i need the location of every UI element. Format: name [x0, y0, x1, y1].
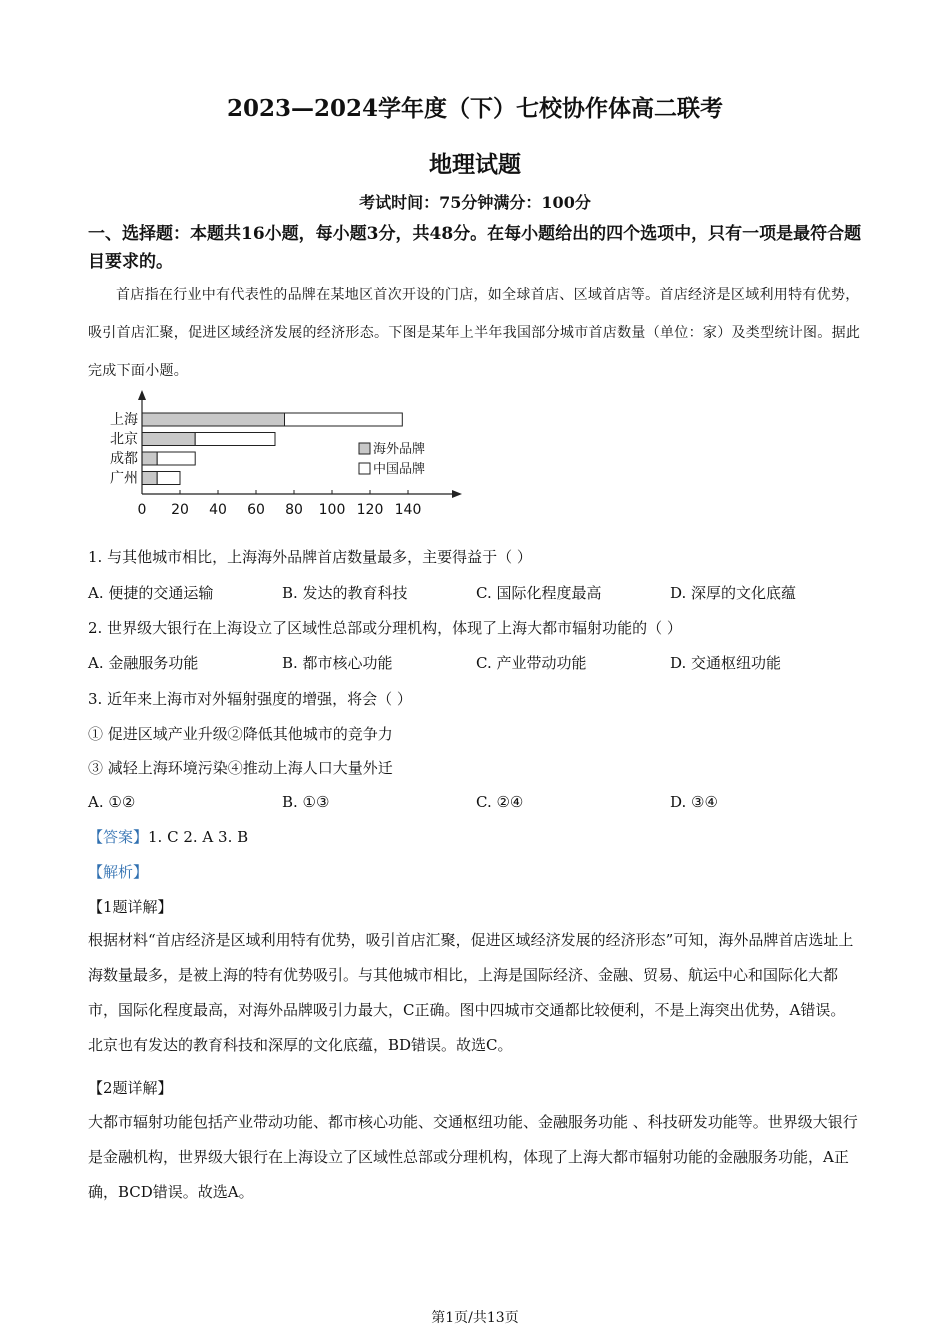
- store-count-chart: [100, 388, 480, 523]
- detail-1-text: 根据材料“首店经济是区域利用特有优势，吸引首店汇聚，促进区域经济发展的经济形态”可知，海外品牌首店选址上海数量最多，是被上海的特有优势吸引。与其他城市相比，上海是国际经济、金融、贸易、航运中心和国际化大都市，国际化程度最高，对海外品牌吸引力最大，C正确。图中四城市交通都比较便利，不是上海突出优势，A错误。北京也有发达的教育科技和深厚的文化底蕴，BD错误。故选C。: [88, 931, 854, 1054]
- question-3-statement-1: ① 促进区域产业升级②降低其他城市的竞争力: [88, 725, 393, 743]
- exam-subject: 地理试题: [429, 151, 521, 178]
- q2-option-a: A. 金融服务功能: [88, 654, 199, 672]
- category-label-2: 成都: [110, 451, 138, 467]
- legend-swatch-1: [359, 463, 370, 474]
- question-3-statement-2: ③ 减轻上海环境污染④推动上海人口大量外迁: [88, 759, 393, 777]
- question-1-stem: 1. 与其他城市相比，上海海外品牌首店数量最多，主要得益于（ ）: [88, 548, 532, 566]
- legend-label-0: 海外品牌: [373, 442, 426, 457]
- q2-option-d: D. 交通枢纽功能: [670, 654, 782, 672]
- bar-china-2: [157, 452, 195, 465]
- detail-2-label: 【2题详解】: [88, 1079, 173, 1097]
- legend-label-1: 中国品牌: [373, 462, 426, 477]
- q1-option-b: B. 发达的教育科技: [282, 584, 408, 602]
- intro-paragraph: 首店指在行业中有代表性的品牌在某地区首次开设的门店，如全球首店、区域首店等。首店经济是区域利用特有优势，吸引首店汇聚，促进区域经济发展的经济形态。下图是某年上半年我国部分城市首店数量（单位：家）及类型统计图。据此完成下面小题。: [88, 287, 861, 379]
- question-2-options: [88, 652, 863, 674]
- chart-legend: [359, 441, 425, 477]
- x-axis-arrow-icon: [452, 490, 462, 498]
- q3-option-c: C. ②④: [476, 793, 524, 811]
- q1-option-d: D. 深厚的文化底蕴: [670, 584, 797, 602]
- x-tick-label-3: 60: [247, 502, 265, 518]
- q3-option-d: D. ③④: [670, 793, 718, 811]
- detail-2-text: 大都市辐射功能包括产业带动功能、都市核心功能、交通枢纽功能、金融服务功能 、科技研发功能等。世界级大银行是金融机构，世界级大银行在上海设立了区域性总部或分理机构，体现了上海大都市辐射功能的金融服务功能，A正确，BCD错误。故选A。: [88, 1113, 858, 1201]
- x-tick-label-4: 80: [285, 502, 303, 518]
- bar-overseas-3: [142, 472, 157, 485]
- section-heading: 一、选择题：本题共16小题，每小题3分，共48分。在每小题给出的四个选项中，只有一项是最符合题目要求的。: [88, 224, 862, 272]
- detail-1-label: 【1题详解】: [88, 898, 173, 916]
- question-2-stem: 2. 世界级大银行在上海设立了区域性总部或分理机构，体现了上海大都市辐射功能的（ ）: [88, 619, 682, 637]
- q1-option-a: A. 便捷的交通运输: [88, 584, 214, 602]
- x-tick-label-5: 100: [318, 502, 346, 518]
- x-tick-label-7: 140: [394, 502, 422, 518]
- question-1-options: [88, 582, 863, 604]
- analysis-label: 【解析】: [88, 863, 149, 881]
- exam-time-info: 考试时间：75分钟满分：100分: [359, 193, 591, 212]
- q1-option-c: C. 国际化程度最高: [476, 584, 602, 602]
- legend-swatch-0: [359, 443, 370, 454]
- question-3-options: [88, 791, 863, 813]
- bar-china-0: [285, 413, 403, 426]
- q3-option-b: B. ①③: [282, 793, 330, 811]
- answer-text: 1. C 2. A 3. B: [148, 828, 249, 846]
- bar-overseas-1: [142, 433, 195, 446]
- category-label-3: 广州: [110, 470, 138, 487]
- x-tick-label-6: 120: [356, 502, 384, 518]
- x-tick-label-2: 40: [209, 502, 227, 518]
- bar-china-3: [157, 472, 180, 485]
- bar-overseas-2: [142, 452, 157, 465]
- y-axis-arrow-icon: [138, 390, 146, 400]
- category-label-1: 北京: [110, 431, 138, 448]
- q3-option-a: A. ①②: [88, 793, 136, 811]
- chart-category-labels: [110, 412, 138, 487]
- x-tick-label-1: 20: [171, 502, 189, 518]
- bar-china-1: [195, 433, 275, 446]
- answer-label: 【答案】: [88, 828, 149, 846]
- question-3-stem: 3. 近年来上海市对外辐射强度的增强，将会（ ）: [88, 690, 412, 708]
- bar-overseas-0: [142, 413, 285, 426]
- q2-option-b: B. 都市核心功能: [282, 654, 393, 672]
- category-label-0: 上海: [110, 412, 138, 428]
- chart-tick-labels: [138, 502, 422, 518]
- q2-option-c: C. 产业带动功能: [476, 654, 587, 672]
- page-footer: 第1页/共13页: [431, 1310, 519, 1326]
- answer-line: [88, 826, 863, 848]
- x-tick-label-0: 0: [137, 502, 147, 518]
- exam-title: 2023—2024学年度（下）七校协作体高二联考: [226, 95, 724, 122]
